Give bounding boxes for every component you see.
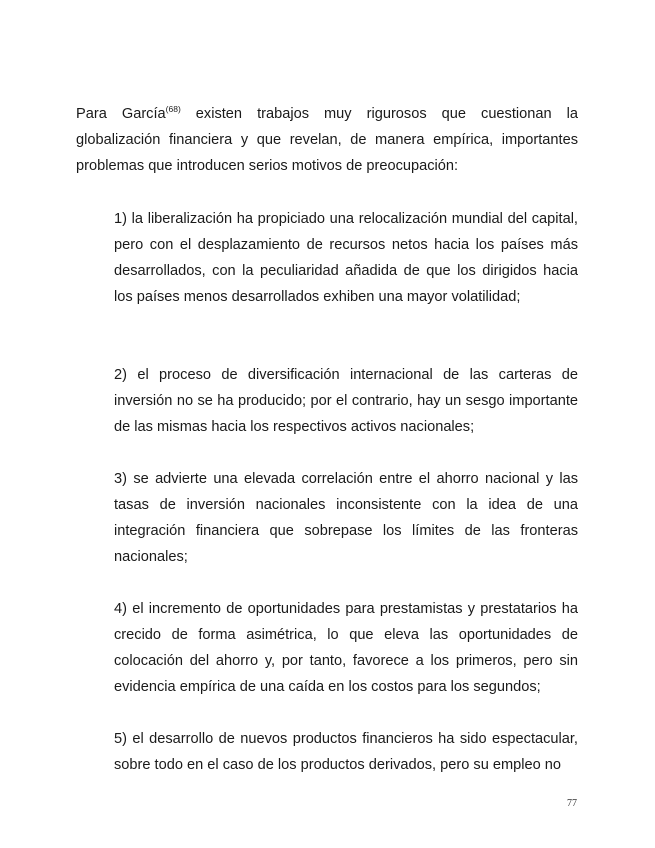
list-item-2: 2) el proceso de diversificación internacional de las carteras de inversión no se ha producido; por el contrario, hay un sesgo importante de las mismas hacia los respectivos activos nacionales; xyxy=(114,367,578,435)
intro-text-start: Para García xyxy=(76,106,166,122)
page-number: 77 xyxy=(567,798,577,809)
list-item-1: 1) la liberalización ha propiciado una relocalización mundial del capital, pero con el desplazamiento de recursos netos hacia los países más desarrollados, con la peculiaridad añadida de que los dirigidos hacia los países menos desarrollados exhiben una mayor volatilidad; xyxy=(114,211,578,305)
list-item-3: 3) se advierte una elevada correlación entre el ahorro nacional y las tasas de inversión nacionales inconsistente con la idea de una integración financiera que sobrepase los límites de las fronteras nacionales; xyxy=(114,471,578,565)
intro-paragraph xyxy=(76,101,578,179)
citation-reference: (68) xyxy=(165,104,181,114)
list-item-5: 5) el desarrollo de nuevos productos financieros ha sido espectacular, sobre todo en el caso de los productos derivados, pero su empleo no xyxy=(114,731,578,773)
list-item-4: 4) el incremento de oportunidades para prestamistas y prestatarios ha crecido de forma asimétrica, lo que eleva las oportunidades de colocación del ahorro y, por tanto, favorece a los primeros, pero sin evidencia empírica de una caída en los costos para los segundos; xyxy=(114,601,578,695)
intro-text-rest: existen trabajos muy rigurosos que cuestionan la globalización financiera y que revelan, de manera empírica, importantes problemas que introducen serios motivos de preocupación: xyxy=(76,106,578,174)
